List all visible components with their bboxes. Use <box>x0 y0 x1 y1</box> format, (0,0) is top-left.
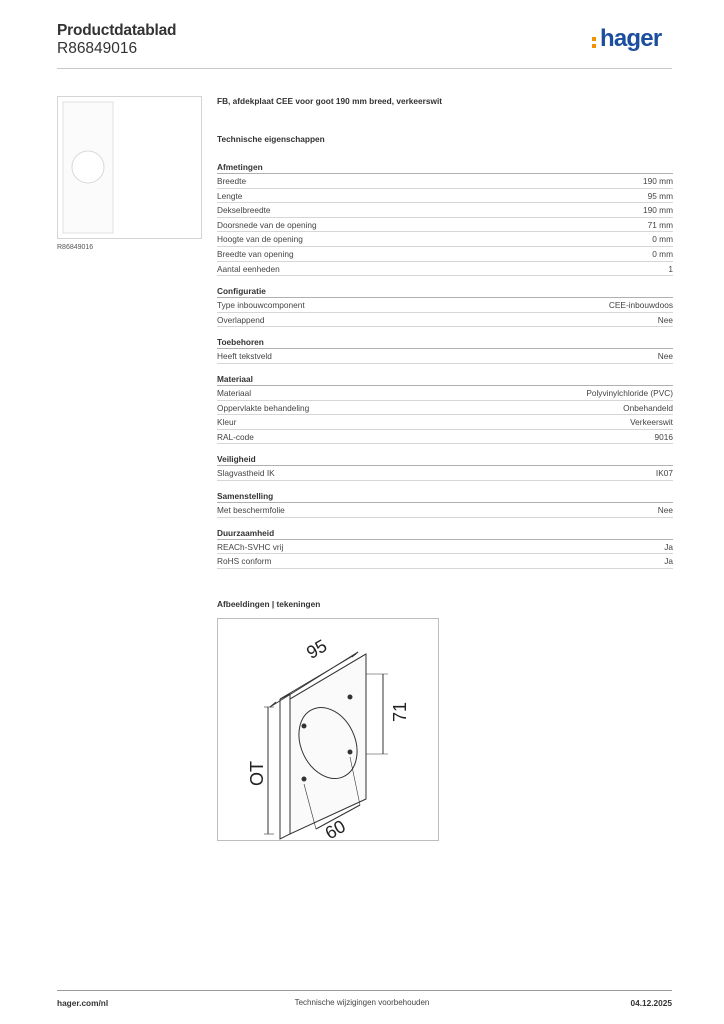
spec-row <box>217 189 673 204</box>
logo-text: hager <box>600 25 662 52</box>
spec-value: Ja <box>664 556 673 567</box>
spec-row <box>217 554 673 569</box>
images-heading: Afbeeldingen | tekeningen <box>217 599 321 609</box>
spec-label: Kleur <box>217 417 237 428</box>
footer-disclaimer: Technische wijzigingen voorbehouden <box>294 998 430 1007</box>
spec-section <box>217 335 673 364</box>
spec-value: IK07 <box>655 468 673 479</box>
footer-website-link[interactable]: hager.com/nl <box>57 998 109 1008</box>
spec-row <box>217 540 673 555</box>
tech-properties-heading: Technische eigenschappen <box>217 134 325 144</box>
spec-row <box>217 262 673 277</box>
spec-row <box>217 247 673 262</box>
footer-date: 04.12.2025 <box>630 998 672 1008</box>
thumbnail-caption: R86849016 <box>57 244 94 251</box>
spec-row <box>217 430 673 445</box>
hager-logo[interactable] <box>592 25 672 54</box>
section-title: Samenstelling <box>217 489 673 503</box>
spec-value: 0 mm <box>652 248 673 259</box>
spec-label: RAL-code <box>217 431 254 442</box>
spec-row <box>217 466 673 481</box>
spec-row <box>217 298 673 313</box>
spec-value: 190 mm <box>643 176 673 186</box>
spec-label: Breedte <box>217 176 247 186</box>
spec-label: Overlappend <box>217 314 265 325</box>
dimension-ot-label: OT <box>247 761 267 786</box>
spec-label: REACh-SVHC vrij <box>217 541 284 552</box>
spec-section <box>217 526 673 569</box>
spec-row <box>217 218 673 233</box>
section-title: Configuratie <box>217 284 673 298</box>
spec-label: Lengte <box>217 190 243 201</box>
spec-label: Hoogte van de opening <box>217 234 303 245</box>
dimension-60-label: 60 <box>321 816 349 840</box>
section-title: Veiligheid <box>217 452 673 466</box>
specifications <box>217 96 673 577</box>
spec-row <box>217 174 673 189</box>
spec-row <box>217 349 673 364</box>
header-divider <box>57 68 672 69</box>
section-title: Afmetingen <box>217 160 673 174</box>
dimension-drawing-icon <box>218 619 438 840</box>
spec-row <box>217 203 673 218</box>
spec-row <box>217 386 673 401</box>
spec-label: Met beschermfolie <box>217 504 285 515</box>
spec-label: Aantal eenheden <box>217 263 280 274</box>
spec-value: Onbehandeld <box>623 402 673 413</box>
spec-value: CEE-inbouwdoos <box>608 300 673 311</box>
spec-label: Heeft tekstveld <box>217 351 272 362</box>
logo-dots-icon <box>592 37 597 49</box>
spec-section <box>217 284 673 327</box>
spec-label: RoHS conform <box>217 556 272 567</box>
section-title: Duurzaamheid <box>217 526 673 540</box>
spec-value: 190 mm <box>643 205 673 216</box>
spec-section <box>217 452 673 481</box>
spec-row <box>217 415 673 430</box>
spec-label: Oppervlakte behandeling <box>217 402 310 413</box>
product-title: FB, afdekplaat CEE voor goot 190 mm breed, verkeerswit <box>217 96 443 106</box>
product-code: R86849016 <box>57 40 138 57</box>
cover-plate-thumbnail-icon <box>58 97 201 238</box>
footer-divider <box>57 990 672 991</box>
spec-section <box>217 160 673 276</box>
spec-label: Materiaal <box>217 387 252 398</box>
spec-value: Ja <box>664 541 673 552</box>
spec-row <box>217 313 673 328</box>
page-title: Productdatablad <box>57 22 177 39</box>
spec-value: Nee <box>657 504 673 515</box>
spec-value: Polyvinylchloride (PVC) <box>586 387 673 398</box>
dimension-95-label: 95 <box>302 635 331 663</box>
spec-row <box>217 503 673 518</box>
spec-value: 95 mm <box>647 190 673 201</box>
spec-value: 1 <box>668 263 673 274</box>
spec-value: 71 mm <box>647 219 673 230</box>
section-title: Toebehoren <box>217 335 673 349</box>
spec-value: 9016 <box>654 431 673 442</box>
spec-label: Slagvastheid IK <box>217 468 275 479</box>
spec-row <box>217 232 673 247</box>
spec-value: Nee <box>657 314 673 325</box>
spec-sections <box>217 160 673 569</box>
section-title: Materiaal <box>217 372 673 386</box>
spec-value: 0 mm <box>652 234 673 245</box>
dimension-71-label: 71 <box>390 701 410 722</box>
technical-drawing <box>217 618 439 841</box>
spec-section <box>217 372 673 444</box>
spec-section <box>217 489 673 518</box>
spec-label: Dekselbreedte <box>217 205 271 216</box>
spec-value: Verkeerswit <box>630 417 673 428</box>
product-thumbnail <box>57 96 202 239</box>
spec-label: Doorsnede van de opening <box>217 219 317 230</box>
spec-label: Type inbouwcomponent <box>217 300 305 311</box>
spec-label: Breedte van opening <box>217 248 294 259</box>
spec-value: Nee <box>657 351 673 362</box>
spec-row <box>217 401 673 416</box>
